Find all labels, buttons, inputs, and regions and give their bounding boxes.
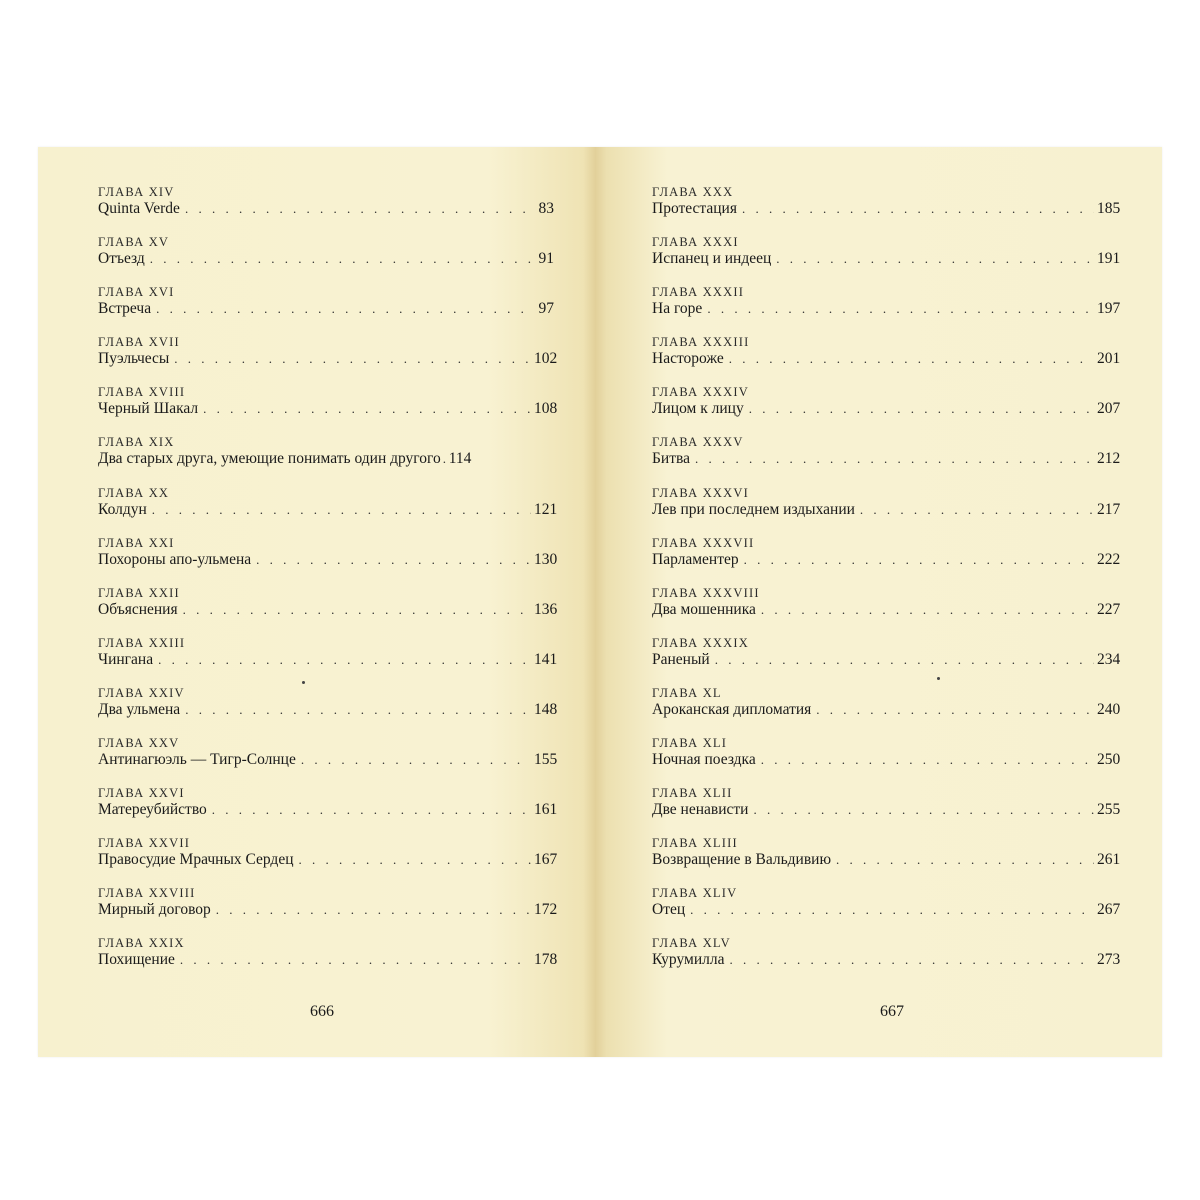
chapter-label: ГЛАВА XLII bbox=[652, 786, 733, 801]
chapter-label: ГЛАВА XV bbox=[98, 235, 170, 250]
page-ref: 185 bbox=[1097, 200, 1121, 217]
page-ref: 97 bbox=[538, 300, 554, 318]
chapter-label: ГЛАВА XIX bbox=[98, 435, 175, 450]
chapter-title: На горе bbox=[652, 300, 703, 318]
page-number-right: 667 bbox=[880, 1003, 904, 1020]
chapter-label: ГЛАВА XLV bbox=[652, 936, 731, 951]
dot-leader bbox=[695, 449, 1094, 468]
page-ref: 161 bbox=[534, 801, 558, 819]
page-ref: 191 bbox=[1097, 250, 1121, 268]
chapter-label: ГЛАВА XXIV bbox=[98, 685, 185, 700]
page-ref: 167 bbox=[534, 851, 558, 869]
chapter-title: Битва bbox=[652, 450, 690, 468]
page-ref: 240 bbox=[1097, 700, 1121, 718]
page-ref: 207 bbox=[1097, 400, 1121, 418]
toc-entry bbox=[652, 836, 1121, 886]
toc-entry bbox=[652, 585, 1121, 636]
chapter-label: ГЛАВА XIV bbox=[98, 185, 175, 199]
chapter-title: Две ненависти bbox=[652, 801, 749, 819]
page-ref: 155 bbox=[534, 751, 558, 769]
toc-entry bbox=[652, 936, 1121, 986]
page-ref: 91 bbox=[538, 250, 554, 268]
chapter-title: Отец bbox=[652, 901, 686, 919]
chapter-title: Отъезд bbox=[98, 250, 145, 268]
toc-entry bbox=[98, 335, 558, 385]
chapter-title: Похищение bbox=[98, 951, 175, 969]
chapter-label: ГЛАВА XVI bbox=[98, 285, 175, 300]
chapter-label: ГЛАВА XXI bbox=[98, 535, 175, 550]
dot-leader bbox=[256, 550, 531, 569]
toc-entry bbox=[98, 886, 558, 936]
print-speck bbox=[302, 681, 305, 684]
dot-leader bbox=[742, 199, 1094, 218]
dot-leader bbox=[816, 700, 1094, 719]
page-ref: 102 bbox=[534, 350, 558, 368]
dot-leader bbox=[301, 750, 531, 769]
right-page bbox=[598, 147, 1162, 1057]
left-page bbox=[38, 147, 598, 1057]
toc-entry bbox=[652, 886, 1121, 936]
dot-leader bbox=[174, 349, 531, 368]
chapter-label: ГЛАВА XVIII bbox=[98, 385, 186, 400]
toc-entry bbox=[652, 385, 1121, 435]
chapter-label: ГЛАВА XLI bbox=[652, 736, 728, 751]
toc-entry bbox=[652, 185, 1121, 235]
right-toc bbox=[652, 185, 1121, 987]
toc-entry bbox=[98, 435, 554, 485]
page-ref: 108 bbox=[534, 400, 558, 418]
dot-leader bbox=[203, 399, 531, 418]
page-ref: 212 bbox=[1097, 450, 1121, 468]
dot-leader bbox=[150, 249, 531, 268]
chapter-title: Лицом к лицу bbox=[652, 400, 744, 418]
chapter-label: ГЛАВА XXIII bbox=[98, 635, 186, 650]
toc-entry bbox=[98, 685, 558, 736]
toc-entry bbox=[98, 736, 558, 786]
chapter-title: Черный Шакал bbox=[98, 400, 199, 418]
page-ref: 141 bbox=[534, 650, 558, 668]
chapter-label: ГЛАВА XXXII bbox=[652, 285, 745, 300]
page-ref: 201 bbox=[1097, 350, 1121, 368]
chapter-title: Мирный договор bbox=[98, 901, 211, 919]
chapter-label: ГЛАВА XVII bbox=[98, 335, 180, 350]
page-ref: 114 bbox=[448, 450, 472, 468]
chapter-title: Матереубийство bbox=[98, 801, 207, 819]
chapter-label: ГЛАВА XLIII bbox=[652, 836, 738, 851]
toc-entry bbox=[652, 685, 1121, 736]
dot-leader bbox=[690, 900, 1094, 919]
dot-leader bbox=[836, 850, 1094, 869]
page-ref: 217 bbox=[1097, 500, 1121, 518]
dot-leader bbox=[744, 550, 1094, 569]
chapter-title: Колдун bbox=[98, 500, 147, 518]
chapter-label: ГЛАВА XXXVII bbox=[652, 535, 755, 550]
chapter-title: Встреча bbox=[98, 300, 152, 318]
page-ref: 121 bbox=[534, 500, 558, 518]
page-ref: 234 bbox=[1097, 650, 1121, 668]
chapter-title: Испанец и индеец bbox=[652, 250, 772, 268]
toc-entry bbox=[652, 435, 1121, 485]
dot-leader bbox=[729, 349, 1094, 368]
toc-entry bbox=[98, 635, 558, 686]
toc-entry bbox=[98, 936, 558, 986]
chapter-label: ГЛАВА XXXVI bbox=[652, 485, 749, 500]
chapter-label: ГЛАВА XXXIX bbox=[652, 635, 749, 650]
toc-entry bbox=[652, 786, 1121, 836]
dot-leader bbox=[156, 299, 531, 318]
chapter-title: Ароканская дипломатия bbox=[652, 700, 812, 718]
chapter-title: Раненый bbox=[652, 650, 710, 668]
toc-entry bbox=[652, 535, 1121, 586]
page-ref: 172 bbox=[534, 901, 558, 919]
chapter-title: Два ульмена bbox=[98, 700, 181, 718]
dot-leader bbox=[443, 449, 447, 468]
dot-leader bbox=[753, 800, 1094, 819]
dot-leader bbox=[212, 800, 531, 819]
dot-leader bbox=[183, 600, 531, 619]
dot-leader bbox=[299, 850, 532, 869]
toc-entry bbox=[652, 736, 1121, 786]
chapter-title: Два мошенника bbox=[652, 600, 756, 618]
toc-entry bbox=[98, 836, 558, 886]
chapter-label: ГЛАВА XX bbox=[98, 485, 170, 500]
chapter-title: Похороны апо-ульмена bbox=[98, 550, 252, 568]
dot-leader bbox=[761, 750, 1094, 769]
chapter-title: Объяснения bbox=[98, 600, 178, 618]
page-number-left: 666 bbox=[310, 1003, 334, 1020]
print-speck bbox=[937, 677, 940, 680]
chapter-label: ГЛАВА XL bbox=[652, 685, 722, 700]
page-ref: 255 bbox=[1097, 801, 1121, 819]
page-ref: 197 bbox=[1097, 300, 1121, 318]
chapter-title: Лев при последнем издыхании bbox=[652, 500, 855, 518]
page-ref: 148 bbox=[534, 700, 558, 718]
chapter-title: Парламентер bbox=[652, 550, 739, 568]
chapter-label: ГЛАВА XLIV bbox=[652, 886, 738, 901]
toc-entry bbox=[652, 485, 1121, 536]
chapter-title: Чингана bbox=[98, 650, 154, 668]
book-spread bbox=[38, 147, 1162, 1057]
page-ref: 130 bbox=[534, 550, 558, 568]
chapter-label: ГЛАВА XXVI bbox=[98, 786, 185, 801]
chapter-label: ГЛАВА XXXV bbox=[652, 435, 744, 450]
chapter-label: ГЛАВА XXXIII bbox=[652, 335, 750, 350]
chapter-label: ГЛАВА XXXVIII bbox=[652, 585, 760, 600]
toc-entry bbox=[98, 485, 558, 536]
chapter-label: ГЛАВА XXVII bbox=[98, 836, 191, 851]
page-ref: 267 bbox=[1097, 901, 1121, 919]
chapter-title: Пуэльчесы bbox=[98, 350, 170, 368]
toc-entry bbox=[98, 786, 558, 836]
dot-leader bbox=[152, 500, 531, 519]
toc-entry bbox=[98, 185, 554, 235]
chapter-label: ГЛАВА XXIX bbox=[98, 936, 185, 951]
chapter-label: ГЛАВА XXII bbox=[98, 585, 180, 600]
toc-entry bbox=[652, 335, 1121, 385]
page-ref: 261 bbox=[1097, 851, 1121, 869]
chapter-title: Quinta Verde bbox=[98, 200, 180, 217]
chapter-title: Настороже bbox=[652, 350, 724, 368]
page-ref: 250 bbox=[1097, 751, 1121, 769]
chapter-label: ГЛАВА XXXI bbox=[652, 235, 739, 250]
dot-leader bbox=[860, 500, 1094, 519]
dot-leader bbox=[216, 900, 531, 919]
chapter-title: Курумилла bbox=[652, 951, 725, 969]
chapter-label: ГЛАВА XXX bbox=[652, 185, 734, 199]
dot-leader bbox=[715, 650, 1094, 669]
dot-leader bbox=[761, 600, 1094, 619]
page-ref: 273 bbox=[1097, 951, 1121, 969]
page-ref: 222 bbox=[1097, 550, 1121, 568]
toc-entry bbox=[98, 285, 554, 335]
dot-leader bbox=[185, 199, 531, 218]
page-ref: 178 bbox=[534, 951, 558, 969]
toc-entry bbox=[652, 285, 1121, 335]
dot-leader bbox=[729, 950, 1094, 969]
chapter-title: Два старых друга, умеющие понимать один другого bbox=[98, 450, 441, 468]
toc-entry bbox=[98, 385, 558, 435]
chapter-title: Протестация bbox=[652, 200, 737, 217]
page-ref: 83 bbox=[538, 200, 554, 217]
toc-entry bbox=[652, 635, 1121, 686]
dot-leader bbox=[707, 299, 1094, 318]
toc-entry bbox=[98, 535, 558, 586]
dot-leader bbox=[749, 399, 1094, 418]
chapter-title: Ночная поездка bbox=[652, 751, 756, 769]
page-ref: 227 bbox=[1097, 600, 1121, 618]
chapter-title: Антинагюэль — Тигр-Солнце bbox=[98, 751, 296, 769]
chapter-title: Правосудие Мрачных Сердец bbox=[98, 851, 294, 869]
dot-leader bbox=[776, 249, 1094, 268]
toc-entry bbox=[98, 235, 554, 285]
left-toc bbox=[98, 185, 558, 987]
dot-leader bbox=[180, 950, 531, 969]
toc-entry bbox=[98, 585, 558, 636]
chapter-title: Возвращение в Вальдивию bbox=[652, 851, 832, 869]
chapter-label: ГЛАВА XXVIII bbox=[98, 886, 196, 901]
chapter-label: ГЛАВА XXXIV bbox=[652, 385, 749, 400]
page-ref: 136 bbox=[534, 600, 558, 618]
toc-entry bbox=[652, 235, 1121, 285]
dot-leader bbox=[185, 700, 531, 719]
chapter-label: ГЛАВА XXV bbox=[98, 736, 180, 751]
dot-leader bbox=[158, 650, 531, 669]
